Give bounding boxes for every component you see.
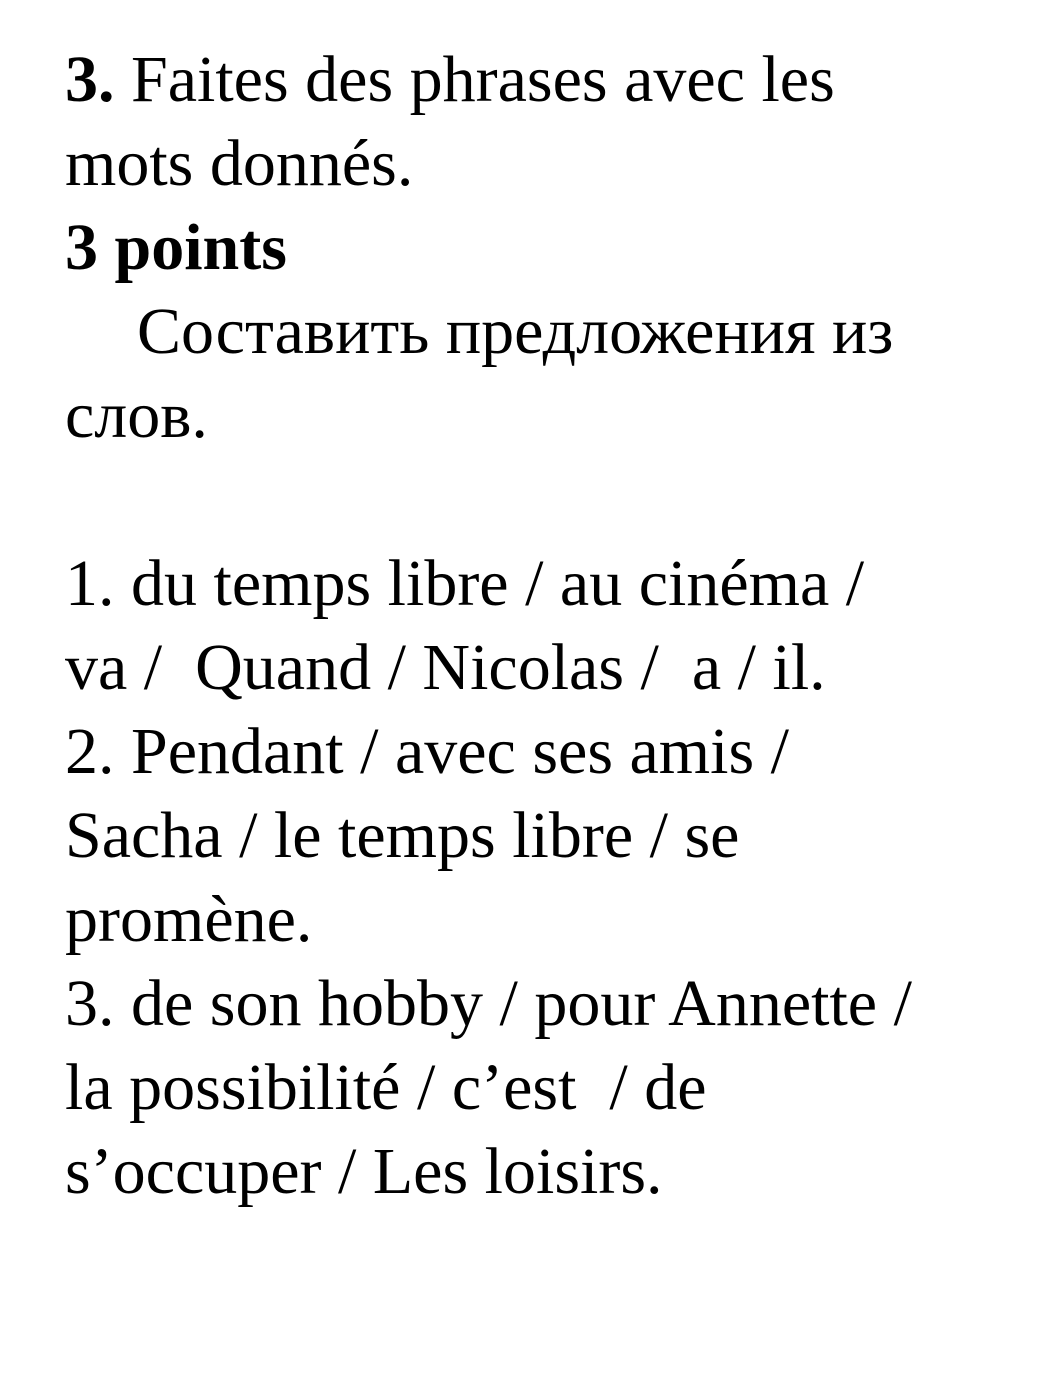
task-title-line-2: mots donnés.: [65, 127, 414, 200]
exercise-line: la possibilité / c’est / de: [65, 1051, 707, 1124]
exercise-line: va / Quand / Nicolas / a / il.: [65, 631, 826, 704]
spacer: [65, 458, 1025, 542]
task-points: 3 points: [65, 211, 287, 284]
task-title-line-1: [65, 38, 1025, 122]
exercise-line: 3. de son hobby / pour Annette /: [65, 967, 912, 1040]
instruction-line-1: Составить предложения из: [137, 295, 894, 368]
exercise-line: 1. du temps libre / au cinéma /: [65, 547, 865, 620]
exercise-line: 2. Pendant / avec ses amis /: [65, 715, 790, 788]
document-page: [65, 38, 1025, 1214]
task-title-text: Faites des phrases avec les: [114, 43, 835, 116]
exercise-line: promène.: [65, 883, 313, 956]
exercise-line: s’occuper / Les loisirs.: [65, 1135, 663, 1208]
exercise-line: Sacha / le temps libre / se: [65, 799, 740, 872]
instruction-line-2: слов.: [65, 379, 208, 452]
task-number: 3.: [65, 43, 115, 116]
